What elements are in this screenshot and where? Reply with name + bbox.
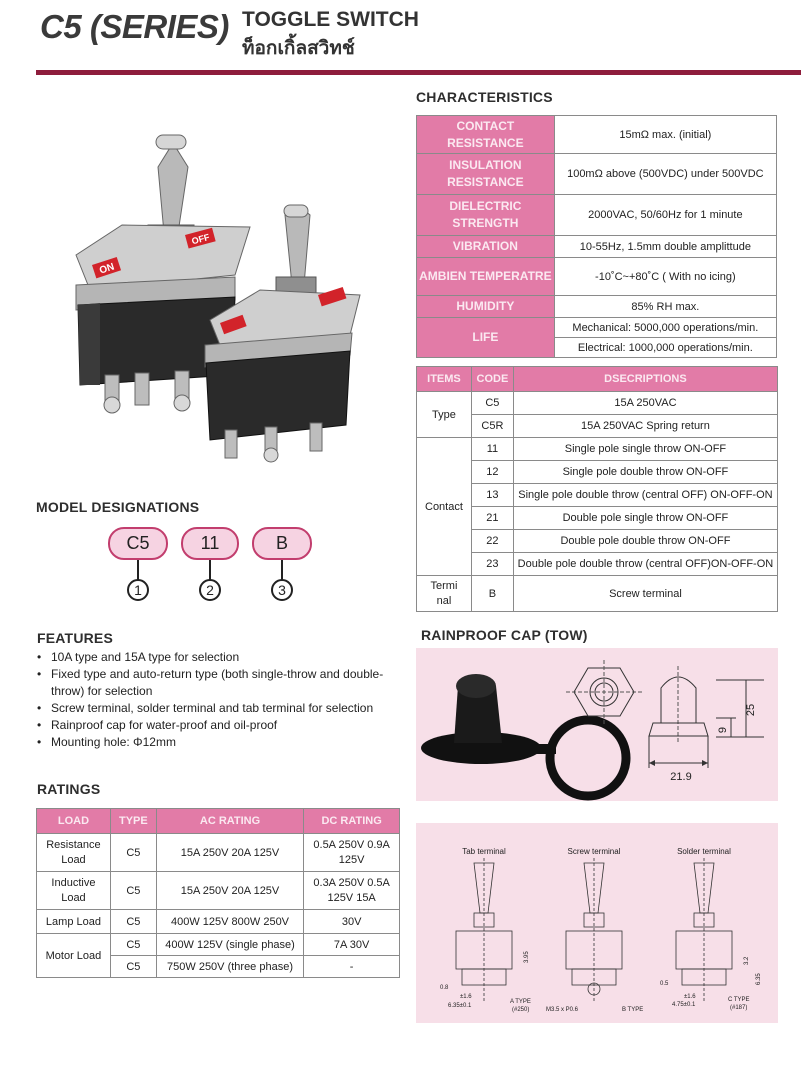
row-label: DIELECTRIC STRENGTH bbox=[417, 195, 555, 236]
characteristics-heading: CHARACTERISTICS bbox=[416, 89, 553, 105]
solder-terminal-title: Solder terminal bbox=[677, 847, 731, 856]
desc-cell: Single pole double throw ON-OFF bbox=[513, 461, 777, 484]
table-row bbox=[417, 576, 778, 612]
table-row bbox=[417, 461, 778, 484]
codes-table bbox=[416, 366, 778, 612]
type-cell: C5 bbox=[110, 834, 156, 872]
row-label: HUMIDITY bbox=[417, 296, 555, 318]
desc-cell: Double pole double throw ON-OFF bbox=[513, 530, 777, 553]
load-line2: Load bbox=[61, 891, 86, 904]
tab-terminal-title: Tab terminal bbox=[462, 847, 506, 856]
header-dc-rating: DC RATING bbox=[304, 809, 400, 834]
desc-cell: Screw terminal bbox=[513, 576, 777, 612]
page-title: C5 (SERIES) bbox=[40, 8, 229, 45]
ac-cell: 400W 125V 800W 250V bbox=[156, 910, 303, 934]
load-cell bbox=[37, 872, 111, 910]
table-header-row bbox=[37, 809, 400, 834]
table-row bbox=[417, 415, 778, 438]
dim-inner: 9 bbox=[717, 726, 729, 734]
dc-cell: 30V bbox=[304, 910, 400, 934]
header-items: ITEMS bbox=[417, 367, 472, 392]
ratings-table bbox=[36, 808, 400, 978]
rainproof-heading: RAINPROOF CAP (TOW) bbox=[421, 627, 588, 643]
features-heading: FEATURES bbox=[37, 630, 114, 646]
table-row bbox=[37, 910, 400, 934]
row-value: -10˚C~+80˚C ( With no icing) bbox=[554, 258, 776, 296]
callout-number: 3 bbox=[271, 579, 293, 601]
model-designations-heading: MODEL DESIGNATIONS bbox=[36, 499, 200, 515]
model-pill-terminal: B bbox=[252, 527, 312, 560]
code-cell: C5 bbox=[471, 392, 513, 415]
table-header-row bbox=[417, 367, 778, 392]
life-electrical: Electrical: 1000,000 operations/min. bbox=[554, 338, 776, 358]
characteristics-table bbox=[416, 115, 777, 358]
tab-dim-4: 3.95 bbox=[524, 951, 530, 963]
terminal-label-line1: Termi bbox=[430, 579, 458, 592]
solder-dim-3: ±1.6 bbox=[684, 994, 696, 1000]
solder-dim-5: 6.35 bbox=[756, 973, 762, 985]
table-row bbox=[417, 296, 777, 318]
ac-cell: 400W 125V (single phase) bbox=[156, 934, 303, 956]
contact-label: Contact bbox=[417, 438, 472, 576]
row-label: INSULATION RESISTANCE bbox=[417, 154, 555, 195]
solder-dim-2: 4.75±0.1 bbox=[672, 1002, 696, 1008]
solder-dim-1: 0.5 bbox=[660, 981, 669, 987]
desc-cell: Single pole single throw ON-OFF bbox=[513, 438, 777, 461]
tab-dim-3: ±1.6 bbox=[460, 994, 472, 1000]
terminal-label-line2: nal bbox=[436, 594, 452, 607]
type-cell: C5 bbox=[110, 956, 156, 978]
table-row bbox=[417, 484, 778, 507]
type-label: Type bbox=[417, 392, 472, 438]
desc-cell: Double pole double throw (central OFF)ON-OFF-ON bbox=[513, 553, 777, 576]
header-code: CODE bbox=[471, 367, 513, 392]
header-divider bbox=[36, 70, 801, 75]
code-cell: 13 bbox=[471, 484, 513, 507]
terminal-label bbox=[417, 576, 472, 612]
tab-dim-2: 6.35±0.1 bbox=[448, 1003, 472, 1009]
life-label: LIFE bbox=[417, 318, 555, 358]
list-item: • Mounting hole: Φ12mm bbox=[37, 734, 387, 751]
model-pill-series: C5 bbox=[108, 527, 168, 560]
connector-line bbox=[209, 560, 211, 580]
row-value: 100mΩ above (500VDC) under 500VDC bbox=[554, 154, 776, 195]
dim-width: 21.9 bbox=[670, 771, 692, 783]
list-item: • 10A type and 15A type for selection bbox=[37, 649, 387, 666]
load-cell bbox=[37, 834, 111, 872]
table-row bbox=[37, 834, 400, 872]
table-row bbox=[417, 318, 777, 338]
terminal-types-panel bbox=[416, 823, 778, 1023]
screw-type-label: B TYPE bbox=[622, 1007, 644, 1013]
on-label: ON bbox=[98, 261, 116, 277]
ac-cell: 750W 250V (three phase) bbox=[156, 956, 303, 978]
row-label: CONTACT RESISTANCE bbox=[417, 116, 555, 154]
rainproof-cap-panel bbox=[416, 648, 778, 801]
code-cell: 12 bbox=[471, 461, 513, 484]
table-row bbox=[37, 872, 400, 910]
table-row bbox=[417, 195, 777, 236]
table-row bbox=[417, 236, 777, 258]
solder-dim-4: 3.2 bbox=[744, 956, 750, 965]
load-line1: Resistance bbox=[46, 838, 101, 851]
dc-line2: 125V bbox=[338, 853, 365, 866]
table-row bbox=[417, 116, 777, 154]
table-row bbox=[417, 507, 778, 530]
terminal-types-drawing bbox=[416, 823, 778, 1023]
load-line1: Inductive bbox=[51, 876, 96, 889]
dim-height: 25 bbox=[745, 703, 757, 717]
row-label: VIBRATION bbox=[417, 236, 555, 258]
type-cell: C5 bbox=[110, 910, 156, 934]
solder-type-label: C TYPE bbox=[728, 997, 750, 1003]
features-list bbox=[37, 649, 387, 751]
dc-cell: - bbox=[304, 956, 400, 978]
dc-cell bbox=[304, 834, 400, 872]
table-row bbox=[417, 154, 777, 195]
dc-cell bbox=[304, 872, 400, 910]
row-value: 2000VAC, 50/60Hz for 1 minute bbox=[554, 195, 776, 236]
desc-cell: 15A 250VAC Spring return bbox=[513, 415, 777, 438]
header-load: LOAD bbox=[37, 809, 111, 834]
desc-cell: Single pole double throw (central OFF) ON-OFF-ON bbox=[513, 484, 777, 507]
screw-type-spec: M3.5 x P0.6 bbox=[546, 1007, 579, 1013]
load-cell: Lamp Load bbox=[37, 910, 111, 934]
load-cell: Motor Load bbox=[37, 934, 111, 978]
header-descriptions: DSECRIPTIONS bbox=[513, 367, 777, 392]
ac-cell: 15A 250V 20A 125V bbox=[156, 834, 303, 872]
off-label: OFF bbox=[190, 231, 211, 247]
ac-cell: 15A 250V 20A 125V bbox=[156, 872, 303, 910]
model-pill-contact: 11 bbox=[181, 527, 239, 560]
code-cell: 11 bbox=[471, 438, 513, 461]
code-cell: 23 bbox=[471, 553, 513, 576]
dc-line2: 125V 15A bbox=[327, 891, 376, 904]
type-cell: C5 bbox=[110, 872, 156, 910]
rainproof-cap-drawing bbox=[416, 648, 778, 801]
row-value: 10-55Hz, 1.5mm double amplittude bbox=[554, 236, 776, 258]
code-cell: C5R bbox=[471, 415, 513, 438]
tab-dim-1: 0.8 bbox=[440, 985, 449, 991]
list-item: • Fixed type and auto-return type (both single-throw and double-throw) for selection bbox=[37, 666, 387, 700]
desc-cell: Double pole single throw ON-OFF bbox=[513, 507, 777, 530]
row-value: 15mΩ max. (initial) bbox=[554, 116, 776, 154]
page-subtitle-english: TOGGLE SWITCH bbox=[242, 8, 419, 31]
list-item: • Screw terminal, solder terminal and tab terminal for selection bbox=[37, 700, 387, 717]
product-photo bbox=[60, 105, 380, 470]
row-value: 85% RH max. bbox=[554, 296, 776, 318]
code-cell: 22 bbox=[471, 530, 513, 553]
table-row bbox=[417, 258, 777, 296]
dc-line1: 0.3A 250V 0.5A bbox=[313, 876, 390, 889]
desc-cell: 15A 250VAC bbox=[513, 392, 777, 415]
header-ac-rating: AC RATING bbox=[156, 809, 303, 834]
list-item: • Rainproof cap for water-proof and oil-proof bbox=[37, 717, 387, 734]
dc-cell: 7A 30V bbox=[304, 934, 400, 956]
life-mechanical: Mechanical: 5000,000 operations/min. bbox=[554, 318, 776, 338]
table-row bbox=[37, 934, 400, 956]
tab-type-label: A TYPE bbox=[510, 999, 531, 1005]
callout-number: 1 bbox=[127, 579, 149, 601]
table-row bbox=[417, 530, 778, 553]
tab-type-spec: (#250) bbox=[512, 1007, 530, 1013]
type-cell: C5 bbox=[110, 934, 156, 956]
header-type: TYPE bbox=[110, 809, 156, 834]
screw-terminal-title: Screw terminal bbox=[567, 847, 621, 856]
connector-line bbox=[281, 560, 283, 580]
load-line2: Load bbox=[61, 853, 86, 866]
row-label: AMBIEN TEMPERATRE bbox=[417, 258, 555, 296]
page-subtitle-thai: ท็อกเกิ้ลสวิทช์ bbox=[242, 38, 355, 59]
connector-line bbox=[137, 560, 139, 580]
table-row bbox=[417, 438, 778, 461]
dc-line1: 0.5A 250V 0.9A bbox=[313, 838, 390, 851]
code-cell: 21 bbox=[471, 507, 513, 530]
table-row bbox=[417, 553, 778, 576]
callout-number: 2 bbox=[199, 579, 221, 601]
code-cell: B bbox=[471, 576, 513, 612]
solder-type-spec: (#187) bbox=[730, 1005, 748, 1011]
table-row bbox=[417, 392, 778, 415]
ratings-heading: RATINGS bbox=[37, 781, 101, 797]
